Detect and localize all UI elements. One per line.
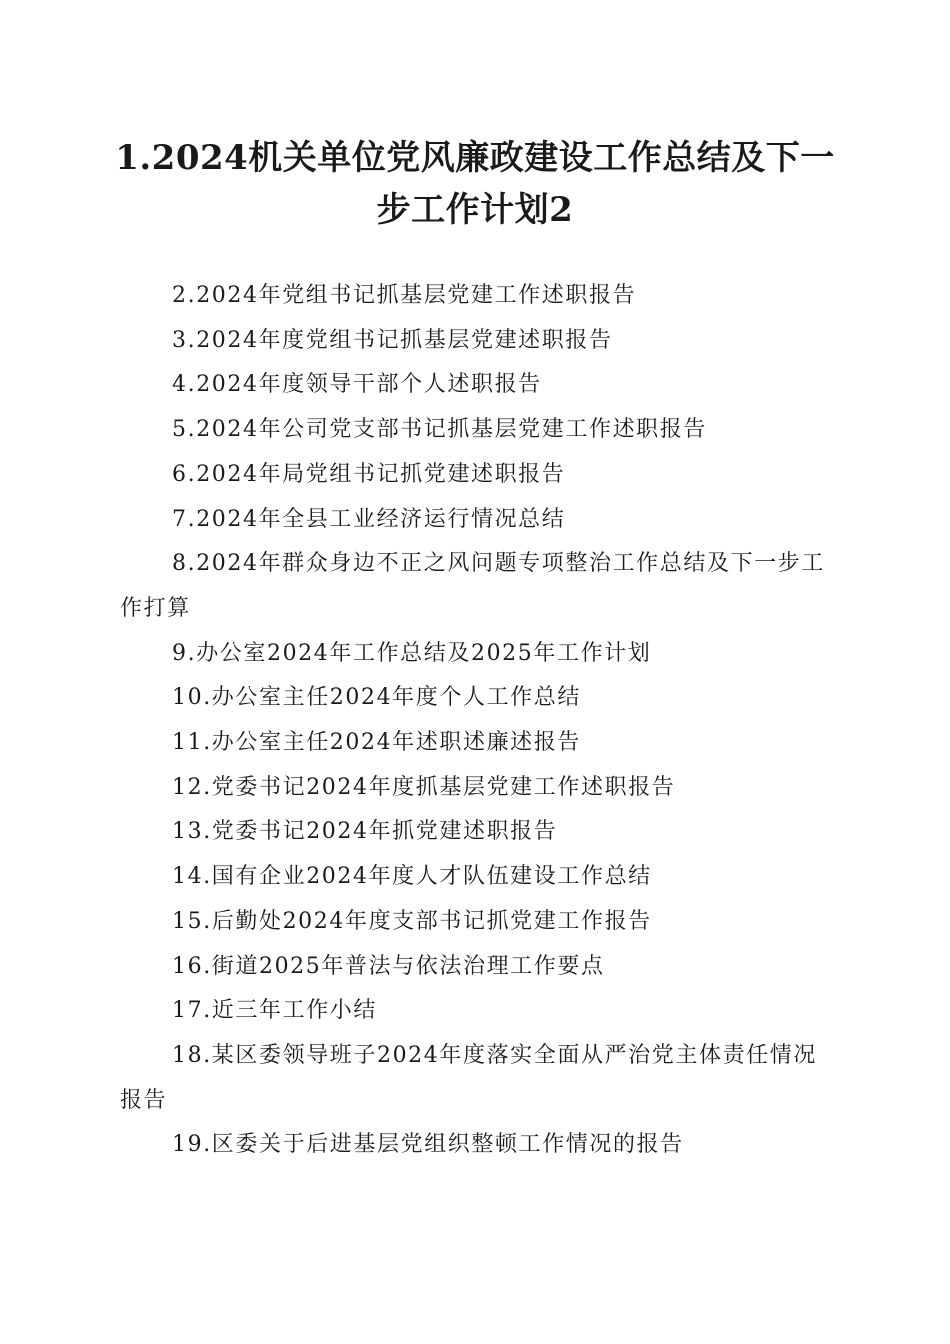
toc-item: 12.党委书记2024年度抓基层党建工作述职报告 [172, 774, 676, 800]
toc-item: 6.2024年局党组书记抓党建述职报告 [172, 461, 566, 487]
toc-item: 18.某区委领导班子2024年度落实全面从严治党主体责任情况报告 [120, 1042, 817, 1113]
toc-item: 15.后勤处2024年度支部书记抓党建工作报告 [172, 908, 652, 934]
toc-item: 19.区委关于后进基层党组织整顿工作情况的报告 [172, 1132, 684, 1158]
toc-item: 13.党委书记2024年抓党建述职报告 [172, 819, 558, 845]
toc-item: 4.2024年度领导干部个人述职报告 [172, 372, 542, 398]
toc-item: 17.近三年工作小结 [172, 998, 377, 1024]
toc-item: 11.办公室主任2024年述职述廉述报告 [172, 730, 581, 756]
toc-item: 8.2024年群众身边不正之风问题专项整治工作总结及下一步工作打算 [120, 551, 825, 621]
toc-item: 14.国有企业2024年度人才队伍建设工作总结 [172, 864, 652, 890]
toc-item: 3.2024年度党组书记抓基层党建述职报告 [172, 327, 613, 353]
document-title: 1.2024机关单位党风廉政建设工作总结及下一步工作计划2 [115, 138, 835, 230]
toc-item: 2.2024年党组书记抓基层党建工作述职报告 [172, 283, 637, 308]
toc-item: 5.2024年公司党支部书记抓基层党建工作述职报告 [172, 417, 707, 443]
toc-item: 10.办公室主任2024年度个人工作总结 [172, 685, 581, 711]
toc-list [120, 274, 832, 1168]
toc-item: 7.2024年全县工业经济运行情况总结 [172, 506, 566, 532]
toc-item: 9.办公室2024年工作总结及2025年工作计划 [172, 640, 652, 666]
toc-item: 16.街道2025年普法与依法治理工作要点 [172, 953, 605, 979]
